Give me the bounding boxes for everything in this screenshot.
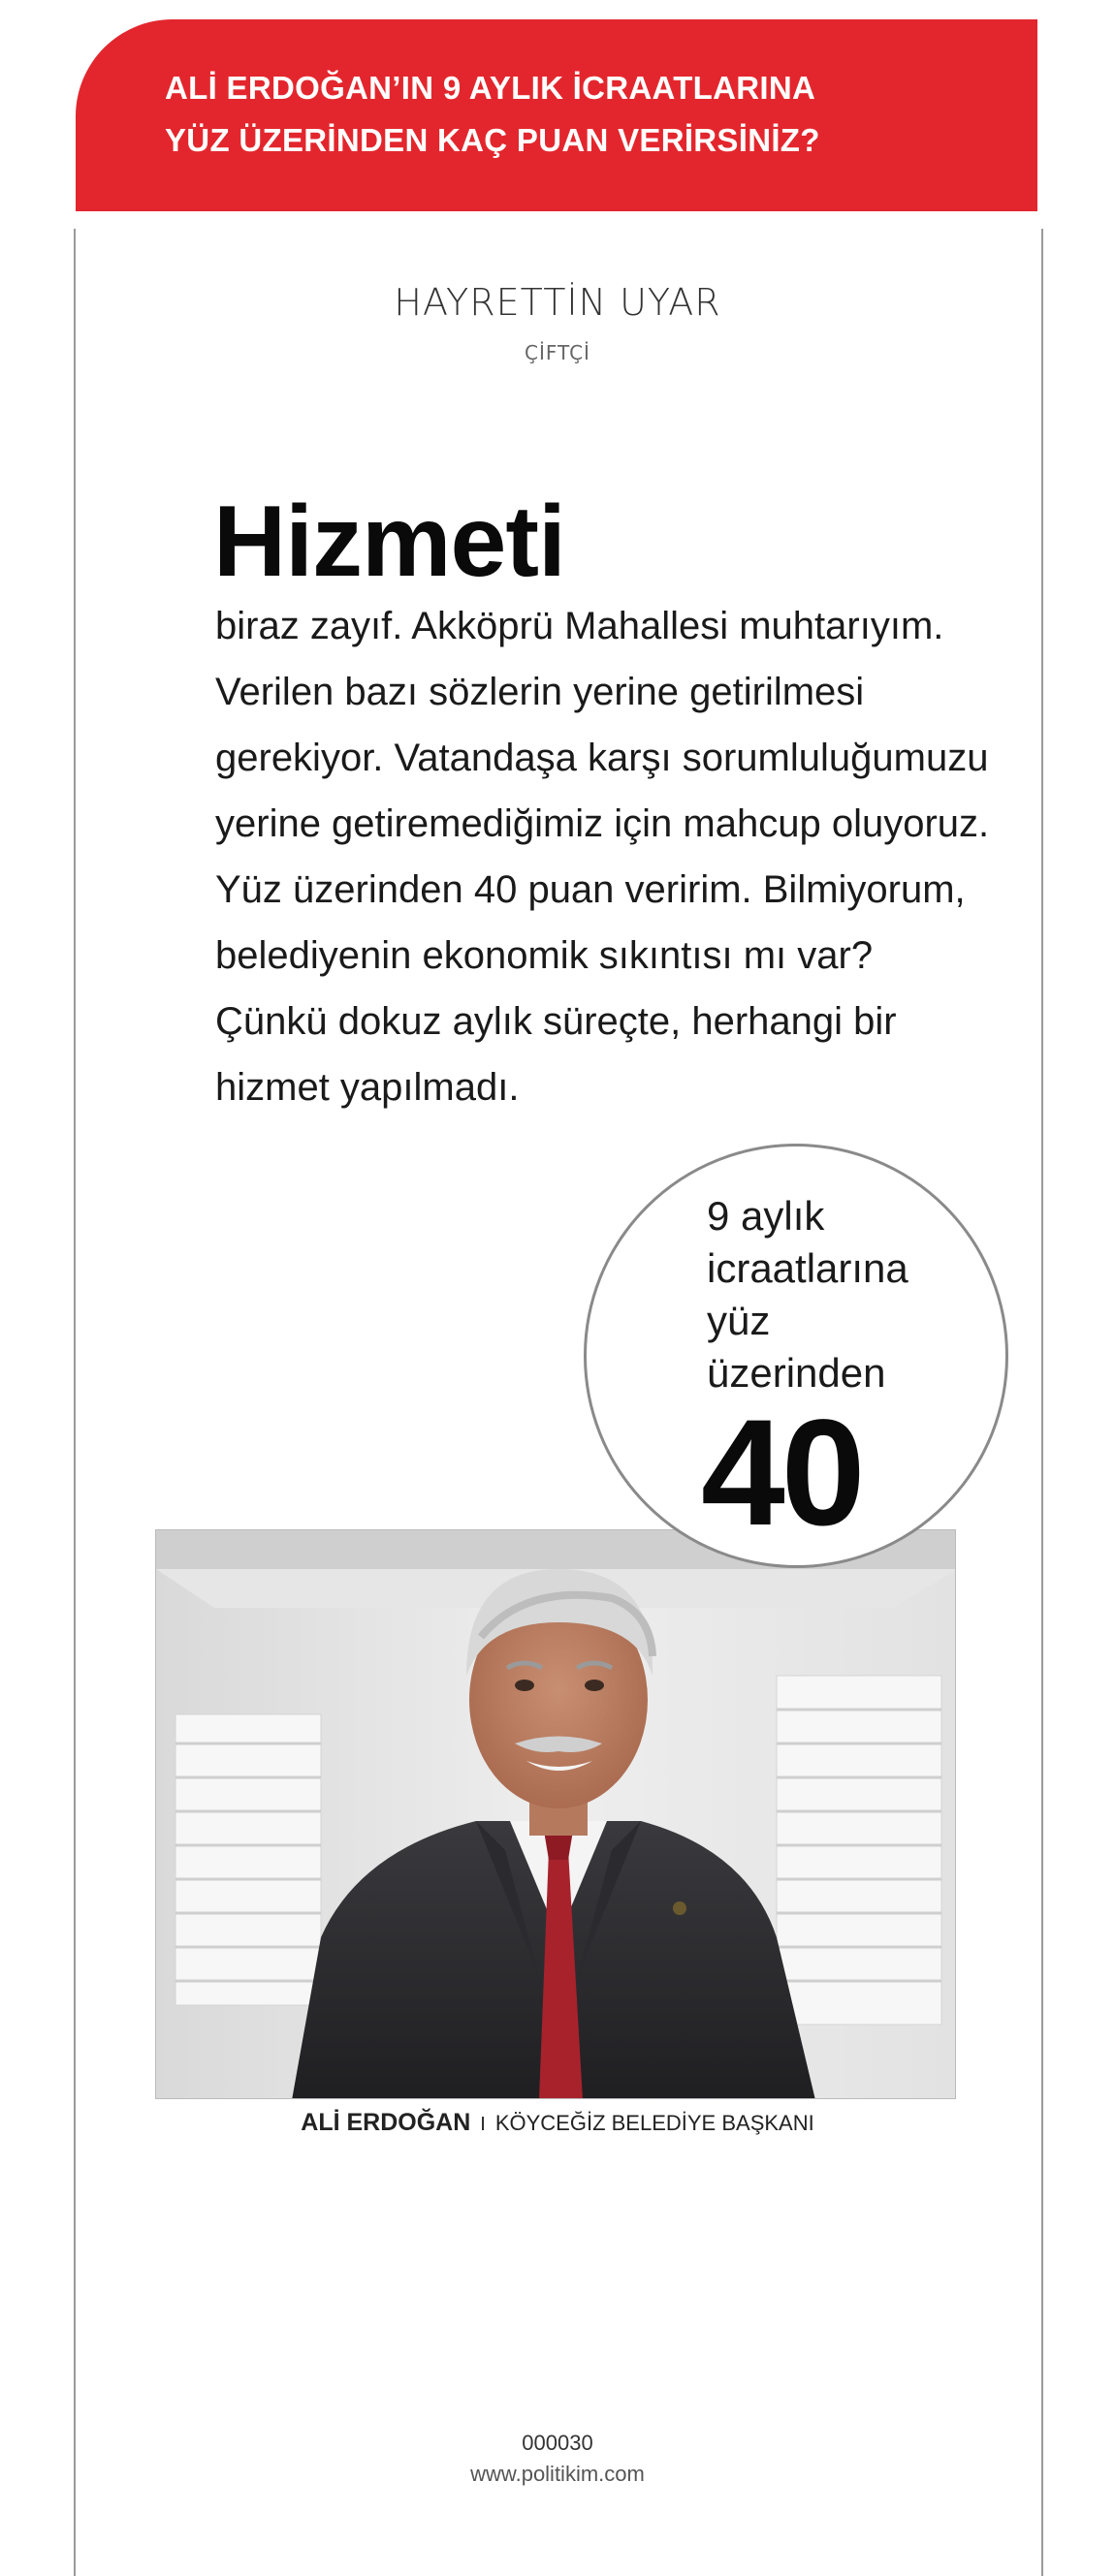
portrait-illustration bbox=[156, 1530, 956, 2099]
author-occupation: ÇİFTÇİ bbox=[525, 341, 590, 364]
article-line: yerine getiremediğimiz için mahcup oluyoruz. bbox=[215, 802, 990, 845]
score-label-line: icraatlarına bbox=[707, 1245, 908, 1291]
article-line: Çünkü dokuz aylık süreçte, herhangi bir bbox=[215, 1000, 897, 1043]
article-line: Yüz üzerinden 40 puan veririm. Bilmiyorum, bbox=[215, 868, 966, 911]
score-value: 40 bbox=[701, 1389, 862, 1557]
photo-caption bbox=[0, 2109, 1115, 2137]
footer-page-code: 000030 bbox=[522, 2431, 593, 2455]
frame-left-border bbox=[74, 229, 76, 2576]
caption-name: ALİ ERDOĞAN bbox=[301, 2109, 471, 2136]
caption-separator: I bbox=[480, 2114, 486, 2135]
score-label-line: 9 aylık bbox=[707, 1193, 825, 1239]
caption-title: KÖYCEĞİZ BELEDİYE BAŞKANI bbox=[494, 2111, 814, 2135]
article-line: hizmet yapılmadı. bbox=[215, 1066, 520, 1109]
author-name: HAYRETTİN UYAR bbox=[394, 281, 721, 324]
article-lead-word: Hizmeti bbox=[213, 486, 565, 598]
score-badge bbox=[584, 1144, 1008, 1568]
article-line: belediyenin ekonomik sıkıntısı mı var? bbox=[215, 934, 874, 977]
article-line: Verilen bazı sözlerin yerine getirilmesi bbox=[215, 671, 865, 713]
footer-website-url: www.politikim.com bbox=[470, 2462, 645, 2486]
banner-line-2: YÜZ ÜZERİNDEN KAÇ PUAN VERİRSİNİZ? bbox=[165, 122, 820, 158]
article-line: biraz zayıf. Akköprü Mahallesi muhtarıyım. bbox=[215, 605, 944, 647]
score-label bbox=[707, 1190, 988, 1399]
question-banner bbox=[76, 19, 1037, 211]
banner-line-1: ALİ ERDOĞAN’IN 9 AYLIK İCRAATLARINA bbox=[165, 70, 816, 106]
score-label-line: üzerinden bbox=[707, 1350, 886, 1396]
article-body bbox=[215, 593, 1010, 1120]
score-label-line: yüz bbox=[707, 1298, 771, 1343]
article-line: gerekiyor. Vatandaşa karşı sorumluluğumuzu bbox=[215, 737, 989, 779]
mayor-photo bbox=[155, 1529, 956, 2099]
frame-right-border bbox=[1041, 229, 1043, 2576]
